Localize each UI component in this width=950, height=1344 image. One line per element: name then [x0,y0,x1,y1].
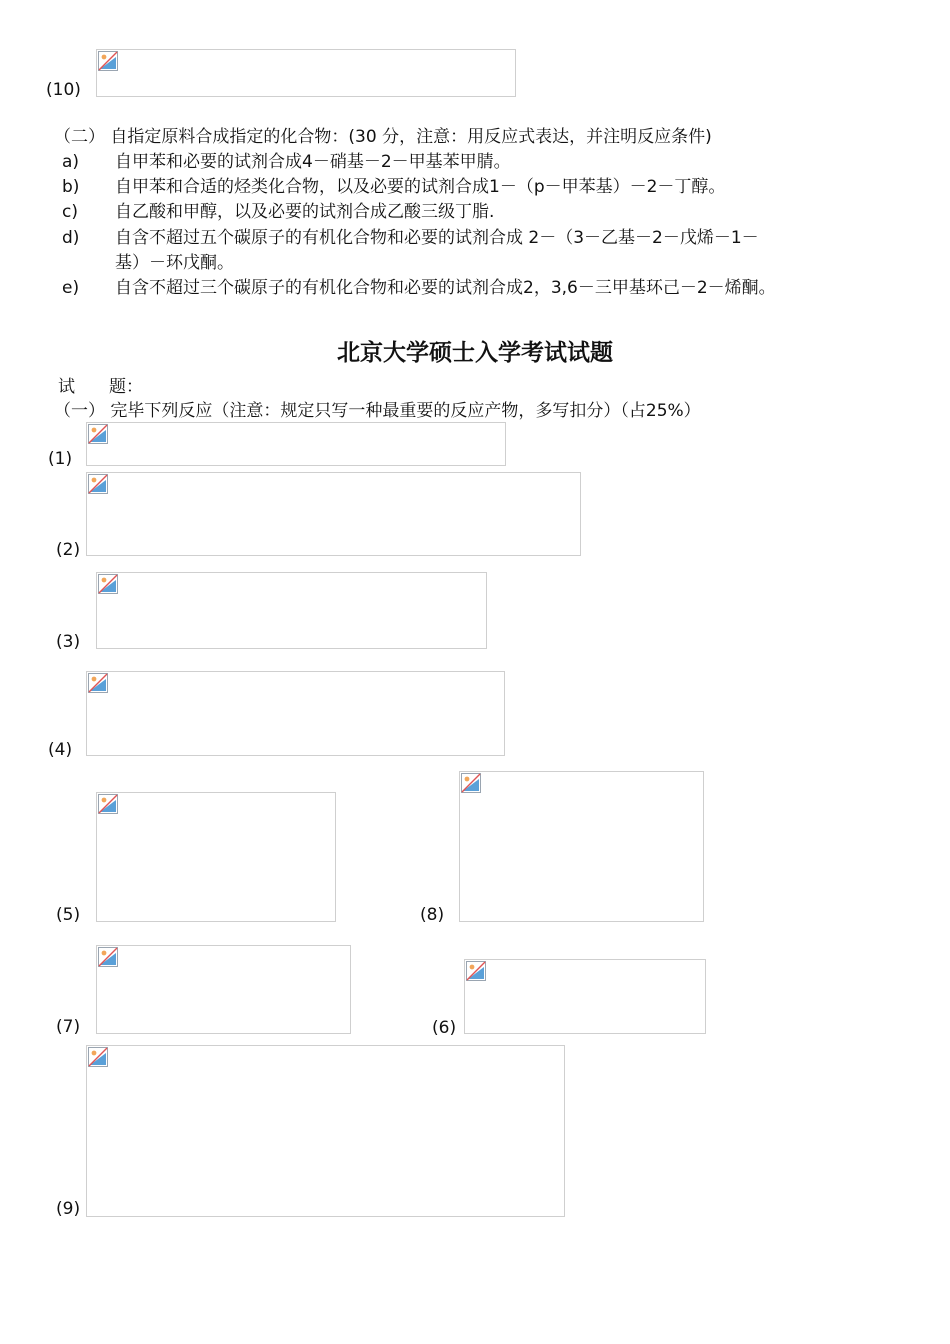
section2-marker-c: c) [62,202,78,222]
broken-image-icon [98,794,118,814]
reaction-image-7 [96,945,351,1034]
broken-image-icon [466,961,486,981]
broken-image-icon [461,773,481,793]
item-label-1: (1) [48,449,73,469]
broken-image-icon [98,51,118,71]
reaction-image-9 [86,1045,565,1217]
broken-image-icon [98,947,118,967]
section2-text-e: 自含不超过三个碳原子的有机化合物和必要的试剂合成2，3,6－三甲基环己－2－烯酮。 [115,278,776,298]
reaction-image-6 [464,959,706,1034]
reaction-image-3 [96,572,487,649]
reaction-image-10 [96,49,516,97]
item-label-4: (4) [48,740,73,760]
broken-image-icon [88,673,108,693]
section2-text-d: 自含不超过五个碳原子的有机化合物和必要的试剂合成 2－（3－乙基－2－戊烯－1－ [115,228,759,248]
broken-image-icon [88,424,108,444]
broken-image-icon [98,574,118,594]
item-label-10: (10) [46,80,81,100]
section2-text-b: 自甲苯和合适的烃类化合物，以及必要的试剂合成1－（p－甲苯基）－2－丁醇。 [115,177,726,197]
item-label-8: (8) [420,905,445,925]
reaction-image-1 [86,422,506,466]
reaction-image-2 [86,472,581,556]
subject-label: 试 题： [58,377,143,397]
broken-image-icon [88,474,108,494]
broken-image-icon [88,1047,108,1067]
section2-marker-e: e) [62,278,80,298]
item-label-5: (5) [56,905,81,925]
reaction-image-8 [459,771,704,922]
item-label-2: (2) [56,540,81,560]
section2-heading: （二） 自指定原料合成指定的化合物：(30 分，注意：用反应式表达，并注明反应条件) [54,127,712,147]
item-label-7: (7) [56,1017,81,1037]
section2-text-d-cont: 基）－环戊酮。 [115,253,234,273]
section2-marker-a: a) [62,152,80,172]
exam-title: 北京大学硕士入学考试试题 [337,339,613,366]
section2-text-c: 自乙酸和甲醇，以及必要的试剂合成乙酸三级丁脂. [115,202,495,222]
section2-marker-d: d) [62,228,80,248]
section2-text-a: 自甲苯和必要的试剂合成4－硝基－2－甲基苯甲腈。 [115,152,511,172]
section2-marker-b: b) [62,177,80,197]
reaction-image-4 [86,671,505,756]
item-label-6: (6) [432,1018,457,1038]
section1-heading: （一） 完毕下列反应（注意：规定只写一种最重要的反应产物，多写扣分）（占25%） [54,401,701,421]
reaction-image-5 [96,792,336,922]
item-label-3: (3) [56,632,81,652]
item-label-9: (9) [56,1199,81,1219]
